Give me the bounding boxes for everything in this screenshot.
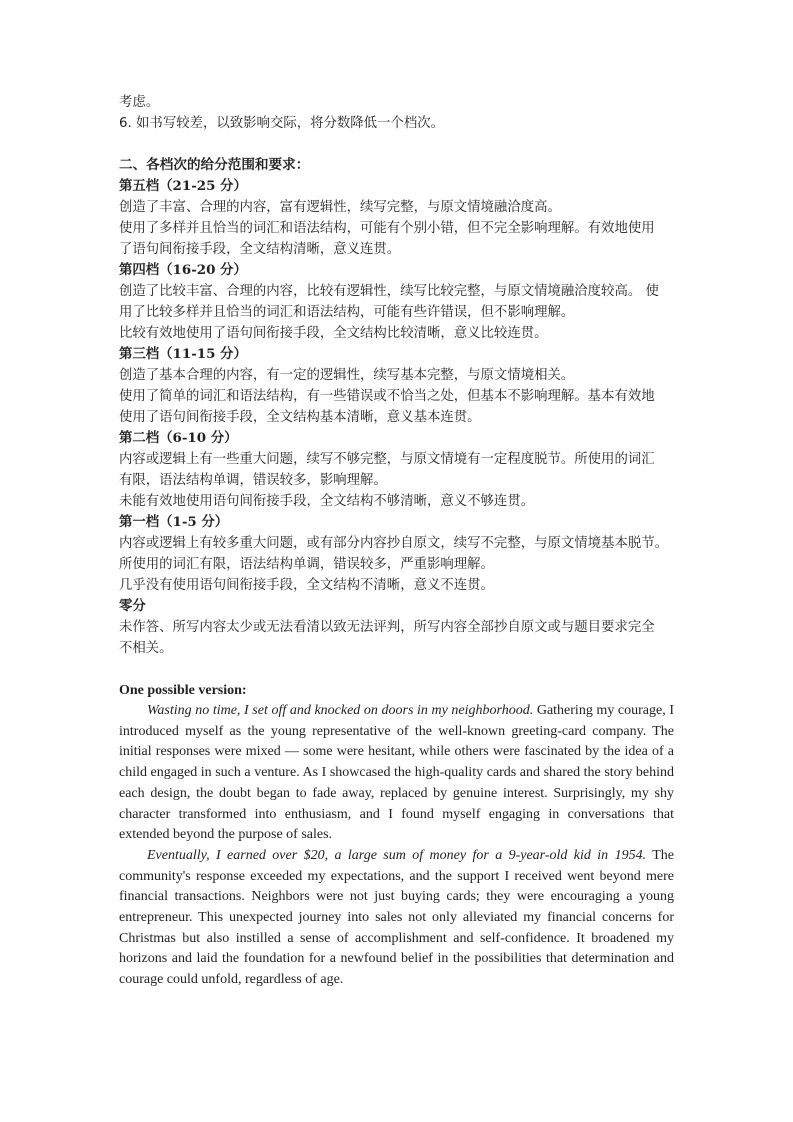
band-line: 比较有效地使用了语句间衔接手段，全文结构比较清晰，意义比较连贯。	[119, 326, 548, 341]
sample-body-text: The community's response exceeded my expectations, and the support I received went beyond mere financial transactions. Neighbors were not just buying cards; they were encouraging a young entrepreneur. This unexpected journey into sales not only alleviated my financial concerns for Christmas but also instilled a sense of accomplishment and self-confidence. It broadened my horizons and laid the foundation for a newfound belief in the possibilities that determination and courage could unfold, regardless of age.	[119, 847, 675, 988]
band-section	[119, 344, 674, 428]
intro-line: 6. 如书写较差，以致影响交际，将分数降低一个档次。	[119, 116, 445, 131]
band-line: 几乎没有使用语句间衔接手段，全文结构不清晰，意义不连贯。	[119, 578, 494, 593]
band-line: 创造了基本合理的内容，有一定的逻辑性，续写基本完整，与原文情境相关。	[119, 368, 575, 383]
document-page	[119, 92, 674, 991]
band-line: 未能有效地使用语句间衔接手段，全文结构不够清晰，意义不够连贯。	[119, 494, 535, 509]
band-section	[119, 176, 674, 260]
sample-body-text: Gathering my courage, I introduced myself as the young representative of the well-known greeting-card company. The initial responses were mixed — some were hesitant, while others were fascinated by the idea of a child engaged in such a venture. As I showcased the high-quality cards and shared the story behind each design, the doubt began to fade away, replaced by genuine interest. Surprisingly, my shy character transformed into enthusiasm, and I found myself engaging in conversations that extended beyond the purpose of sales.	[119, 703, 674, 843]
band-line: 内容或逻辑上有较多重大问题，或有部分内容抄自原文，续写不完整，与原文情境基本脱节。	[119, 536, 669, 551]
band-line: 有限，语法结构单调，错误较多，影响理解。	[119, 473, 387, 488]
band-line: 用了比较多样并且恰当的词汇和语法结构，可能有些许错误，但不影响理解。	[119, 305, 575, 320]
sample-opening-sentence: Eventually, I earned over $20, a large sum of money for a 9-year-old kid in 1954.	[147, 847, 647, 863]
band-section	[119, 596, 674, 659]
band-line: 所使用的词汇有限，语法结构单调，错误较多，严重影响理解。	[119, 557, 494, 572]
band-line: 使用了简单的词汇和语法结构，有一些错误或不恰当之处，但基本不影响理解。基本有效地	[119, 389, 655, 404]
band-section	[119, 512, 674, 596]
band-line: 使用了语句间衔接手段，全文结构基本清晰，意义基本连贯。	[119, 410, 481, 425]
band-line: 内容或逻辑上有一些重大问题，续写不够完整，与原文情境有一定程度脱节。所使用的词汇	[119, 452, 655, 467]
band-line: 不相关。	[119, 641, 173, 656]
section-heading: 二、各档次的给分范围和要求：	[119, 157, 310, 173]
band-line: 创造了比较丰富、合理的内容，比较有逻辑性，续写比较完整，与原文情境融洽度较高。 使	[119, 284, 659, 299]
band-title: 零分	[119, 598, 146, 614]
sample-title: One possible version:	[119, 683, 247, 698]
intro-line: 考虑。	[119, 95, 160, 110]
band-title: 第三档（11-15 分）	[119, 346, 247, 362]
band-line: 使用了多样并且恰当的词汇和语法结构，可能有个别小错，但不完全影响理解。有效地使用	[119, 221, 655, 236]
band-section	[119, 260, 674, 344]
sample-paragraph	[119, 701, 674, 846]
band-title: 第五档（21-25 分）	[119, 178, 247, 194]
band-line: 未作答、所写内容太少或无法看清以致无法评判，所写内容全部抄自原文或与题目要求完全	[119, 620, 655, 635]
spacer	[119, 659, 674, 680]
sample-paragraph	[119, 846, 674, 991]
band-section	[119, 428, 674, 512]
band-title: 第一档（1-5 分）	[119, 514, 229, 530]
band-line: 创造了丰富、合理的内容，富有逻辑性，续写完整，与原文情境融洽度高。	[119, 200, 561, 215]
sample-opening-sentence: Wasting no time, I set off and knocked on doors in my neighborhood.	[147, 703, 534, 718]
spacer	[119, 134, 674, 155]
band-title: 第二档（6-10 分）	[119, 430, 238, 446]
band-title: 第四档（16-20 分）	[119, 262, 247, 278]
band-line: 了语句间衔接手段，全文结构清晰，意义连贯。	[119, 242, 401, 257]
